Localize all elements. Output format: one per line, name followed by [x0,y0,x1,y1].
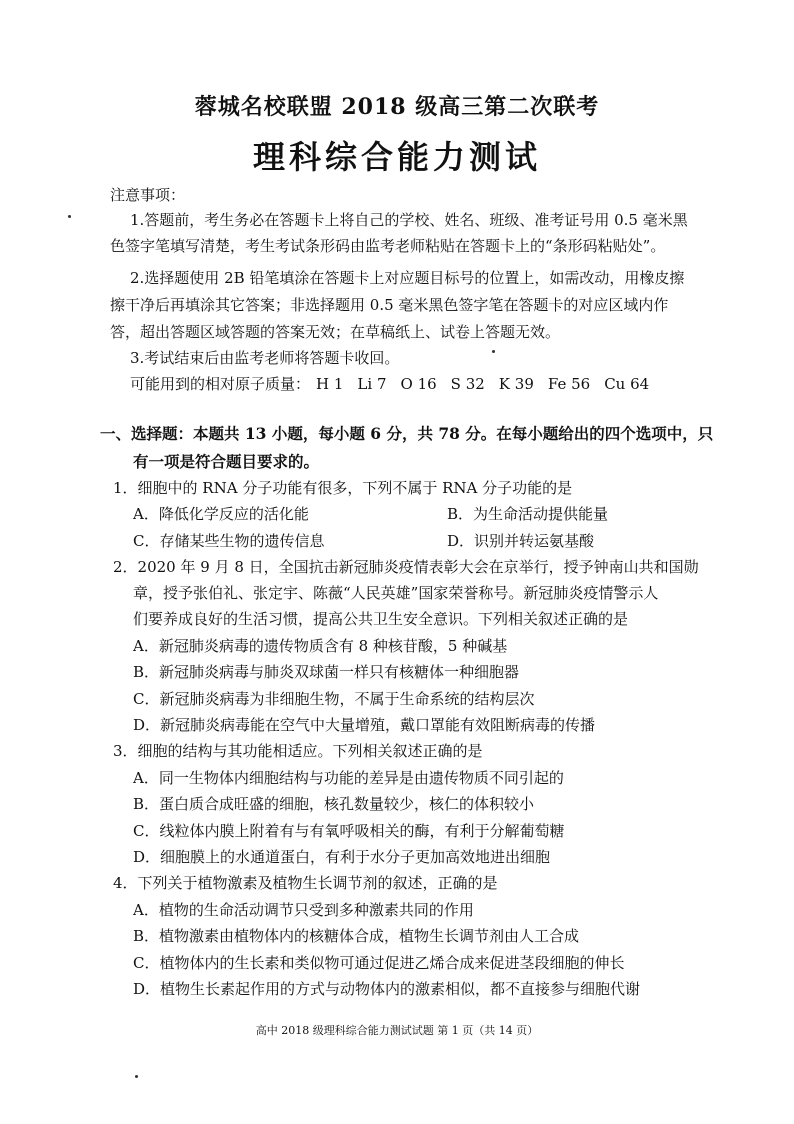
q4-option-c: C．植物体内的生长素和类似物可通过促进乙烯合成来促进茎段细胞的伸长 [133,954,625,972]
notice-line-3: 2.选择题使用 2B 铅笔填涂在答题卡上对应题目标号的位置上，如需改动，用橡皮擦 [130,269,685,287]
q1-option-a: A．降低化学反应的活化能 [133,505,309,523]
q2-option-a: A．新冠肺炎病毒的遗传物质含有 8 种核苷酸，5 种碱基 [133,637,508,655]
atomic-masses-label: 可能用到的相对原子质量： [130,375,311,393]
q3-option-a: A．同一生物体内细胞结构与功能的差异是由遗传物质不同引起的 [133,769,564,787]
q4-option-a: A．植物的生命活动调节只受到多种激素共同的作用 [133,901,474,919]
scan-speck [68,215,71,218]
mass-cu: Cu 64 [604,375,650,393]
q2-stem-1: 2．2020 年 9 月 8 日，全国抗击新冠肺炎疫情表彰大会在京举行，授予钟南山共和国勋 [113,558,699,576]
exam-subtitle: 理科综合能力测试 [252,138,541,176]
mass-k: K 39 [498,375,534,393]
mass-li: Li 7 [357,375,387,393]
q3-option-b: B．蛋白质合成旺盛的细胞，核孔数量较少，核仁的体积较小 [133,795,535,813]
atomic-masses [130,374,663,394]
section-1-heading-cont: 有一项是符合题目要求的。 [133,452,320,471]
q3-option-c: C．线粒体内膜上附着有与有氧呼吸相关的酶，有利于分解葡萄糖 [133,822,565,840]
q2-option-b: B．新冠肺炎病毒与肺炎双球菌一样只有核糖体一种细胞器 [133,663,520,681]
scan-speck [492,350,495,353]
q3-option-d: D．细胞膜上的水通道蛋白，有利于水分子更加高效地进出细胞 [133,848,551,866]
q4-option-b: B．植物激素由植物体内的核糖体合成，植物生长调节剂由人工合成 [133,927,580,945]
scan-speck [135,1075,138,1078]
q4-option-d: D．植物生长素起作用的方式与动物体内的激素相似，都不直接参与细胞代谢 [133,980,641,998]
q2-stem-3: 们要养成良好的生活习惯，提高公共卫生安全意识。下列相关叙述正确的是 [133,610,629,628]
q4-stem: 4．下列关于植物激素及植物生长调节剂的叙述，正确的是 [113,874,498,892]
mass-h: H 1 [316,375,344,393]
q1-stem: 1．细胞中的 RNA 分子功能有很多，下列不属于 RNA 分子功能的是 [113,479,573,497]
notice-heading: 注意事项： [110,186,186,204]
exam-title: 蓉城名校联盟 2018 级高三第二次联考 [194,94,600,120]
page-footer: 高中 2018 级理科综合能力测试试题 第 1 页（共 14 页） [255,1024,539,1037]
mass-o: O 16 [400,375,437,393]
mass-s: S 32 [450,375,485,393]
q2-stem-2: 章，授予张伯礼、张定宇、陈薇“人民英雄”国家荣誉称号。新冠肺炎疫情警示人 [133,584,659,602]
q3-stem: 3．细胞的结构与其功能相适应。下列相关叙述正确的是 [113,742,483,760]
notice-line-6: 3.考试结束后由监考老师将答题卡收回。 [130,349,400,367]
q1-option-b: B．为生命活动提供能量 [447,505,609,523]
notice-line-4: 擦干净后再填涂其它答案；非选择题用 0.5 毫米黑色签字笔在答题卡的对应区域内作 [110,296,669,314]
q2-option-d: D．新冠肺炎病毒能在空气中大量增殖，戴口罩能有效阻断病毒的传播 [133,716,596,734]
notice-line-5: 答，超出答题区域答题的答案无效；在草稿纸上、试卷上答题无效。 [110,323,561,341]
notice-line-1: 1.答题前，考生务必在答题卡上将自己的学校、姓名、班级、准考证号用 0.5 毫米黑 [130,211,688,229]
q1-option-c: C．存储某些生物的遗传信息 [133,532,325,550]
notice-line-2: 色签字笔填写清楚，考生考试条形码由监考老师粘贴在答题卡上的“条形码粘贴处”。 [110,237,666,255]
q2-option-c: C．新冠肺炎病毒为非细胞生物，不属于生命系统的结构层次 [133,690,535,708]
section-1-heading: 一、选择题：本题共 13 小题，每小题 6 分，共 78 分。在每小题给出的四个选项中，只 [100,424,714,443]
q1-option-d: D．识别并转运氨基酸 [447,532,595,550]
mass-fe: Fe 56 [547,375,591,393]
